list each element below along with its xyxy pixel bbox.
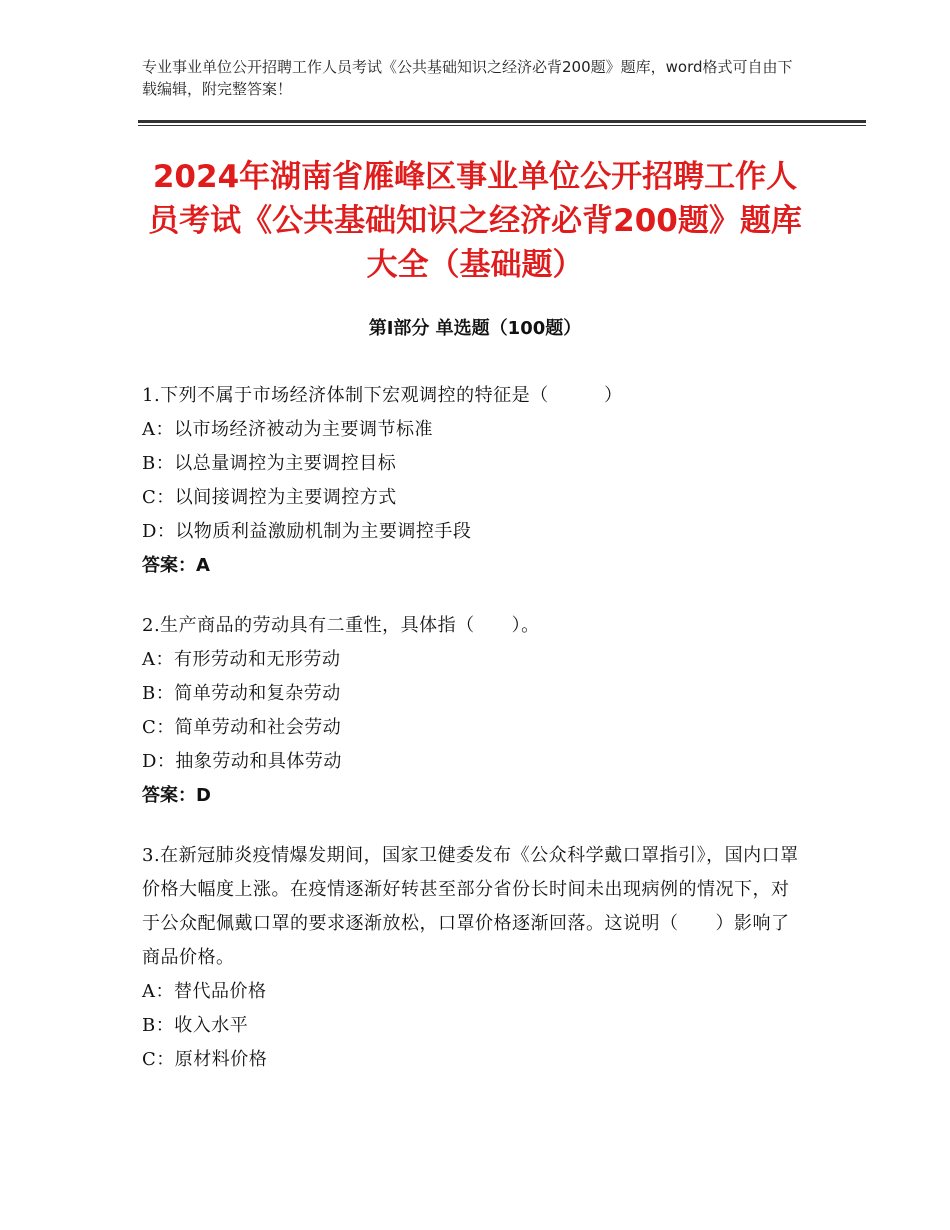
question-2: [142, 609, 802, 813]
option-d: D：以物质利益激励机制为主要调控手段: [142, 521, 472, 542]
section-heading: 第Ⅰ部分 单选题（100题）: [368, 318, 582, 339]
option-a: A：以市场经济被动为主要调节标准: [142, 419, 433, 440]
option-b: B：简单劳动和复杂劳动: [142, 683, 341, 704]
question-3: [142, 839, 802, 1077]
header-note: 专业事业单位公开招聘工作人员考试《公共基础知识之经济必背200题》题库，word格式可自由下载编辑，附完整答案！: [142, 58, 793, 98]
answer: 答案：A: [142, 555, 210, 576]
option-a: A：替代品价格: [142, 981, 267, 1002]
option-c: C：以间接调控为主要调控方式: [142, 487, 397, 508]
option-b: B：以总量调控为主要调控目标: [142, 453, 397, 474]
option-c: C：原材料价格: [142, 1049, 268, 1070]
header-divider-thick: [138, 120, 866, 123]
question-list: [142, 379, 802, 1103]
question-stem: 1.下列不属于市场经济体制下宏观调控的特征是（ ）: [142, 385, 623, 406]
answer: 答案：D: [142, 785, 211, 806]
header-divider-thin: [138, 125, 866, 126]
document-title: 2024年湖南省雁峰区事业单位公开招聘工作人员考试《公共基础知识之经济必背200题》题库大全（基础题）: [148, 159, 802, 283]
question-stem: 2.生产商品的劳动具有二重性，具体指（ ）。: [142, 615, 540, 636]
option-b: B：收入水平: [142, 1015, 249, 1036]
option-d: D：抽象劳动和具体劳动: [142, 751, 342, 772]
question-1: [142, 379, 802, 583]
option-a: A：有形劳动和无形劳动: [142, 649, 341, 670]
question-stem: 3.在新冠肺炎疫情爆发期间，国家卫健委发布《公众科学戴口罩指引》，国内口罩价格大幅度上涨。在疫情逐渐好转甚至部分省份长时间未出现病例的情况下，对于公众配佩戴口罩的要求逐渐放松，口罩价格逐渐回落。这说明（ ）影响了商品价格。: [142, 845, 799, 968]
option-c: C：简单劳动和社会劳动: [142, 717, 342, 738]
